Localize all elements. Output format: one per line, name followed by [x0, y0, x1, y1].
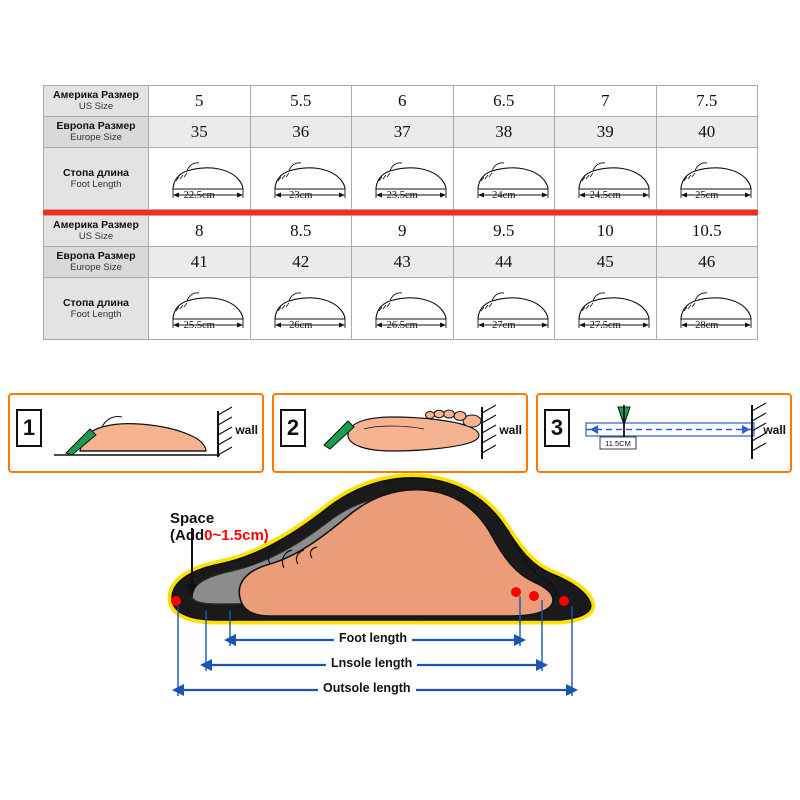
cell-eu: 44 [453, 247, 555, 278]
shoe-fit-diagram [120, 470, 680, 710]
row-label-eu [44, 247, 149, 278]
cell-foot-length [453, 278, 555, 340]
foot-length-value: 26cm [289, 320, 313, 331]
table-row [44, 278, 758, 340]
cell-us: 8 [149, 216, 251, 247]
row-label-eu [44, 117, 149, 148]
step-box-3 [536, 393, 792, 473]
foot-length-graphic [149, 148, 250, 209]
cell-eu: 41 [149, 247, 251, 278]
table-row [44, 247, 758, 278]
cell-us: 6.5 [453, 86, 555, 117]
wall-label: wall [763, 423, 786, 437]
size-table-block-2 [43, 215, 758, 340]
cell-us: 7 [555, 86, 657, 117]
space-label-text: Space [170, 510, 215, 527]
measure-steps [8, 393, 792, 473]
step-box-1 [8, 393, 264, 473]
foot-length-value: 23cm [289, 190, 313, 201]
shoe-foot-illustration [120, 470, 680, 710]
foot-length-value: 25cm [695, 190, 719, 201]
step-number: 3 [544, 409, 570, 447]
foot-length-graphic [454, 278, 555, 339]
row-label-foot-length [44, 278, 149, 340]
space-add-prefix: (Add [170, 527, 205, 545]
cell-us: 7.5 [656, 86, 758, 117]
row-label-ru: Америка Размер [53, 219, 139, 231]
row-label-en: Foot Length [70, 178, 122, 190]
foot-length-value: 23.5cm [386, 190, 418, 201]
table-row [44, 148, 758, 210]
step-number: 1 [16, 409, 42, 447]
row-label-ru: Америка Размер [53, 89, 139, 101]
cell-eu: 45 [555, 247, 657, 278]
row-label-en: Europe Size [70, 262, 122, 274]
row-label-ru: Стопа длина [62, 166, 130, 179]
step-1-illustration [10, 395, 255, 471]
cell-eu: 43 [352, 247, 454, 278]
foot-length-graphic [657, 278, 758, 339]
step-box-2 [272, 393, 528, 473]
foot-length-value: 28cm [695, 320, 719, 331]
foot-length-graphic [454, 148, 555, 209]
cell-eu: 38 [453, 117, 555, 148]
cell-eu: 40 [656, 117, 758, 148]
row-label-foot-length [44, 148, 149, 210]
table-row [44, 86, 758, 117]
cell-foot-length [250, 278, 352, 340]
foot-length-label: Foot length [334, 631, 412, 645]
size-table-block-1 [43, 85, 758, 210]
foot-length-graphic [555, 278, 656, 339]
cell-us: 8.5 [250, 216, 352, 247]
cell-us: 10 [555, 216, 657, 247]
foot-length-value: 24.5cm [589, 190, 621, 201]
ruler-value: 11.5CM [605, 439, 631, 448]
foot-length-graphic [352, 278, 453, 339]
cell-foot-length [656, 148, 758, 210]
foot-length-value: 26.5cm [386, 320, 418, 331]
step-3-illustration [538, 395, 783, 471]
cell-eu: 37 [352, 117, 454, 148]
row-label-us [44, 216, 149, 247]
cell-eu: 39 [555, 117, 657, 148]
cell-eu: 35 [149, 117, 251, 148]
foot-length-value: 22.5cm [183, 190, 215, 201]
cell-foot-length [250, 148, 352, 210]
foot-length-graphic [352, 148, 453, 209]
cell-foot-length [555, 148, 657, 210]
step-2-illustration [274, 395, 519, 471]
table-row [44, 216, 758, 247]
foot-length-graphic [251, 148, 352, 209]
cell-foot-length [149, 148, 251, 210]
cell-us: 9.5 [453, 216, 555, 247]
cell-foot-length [555, 278, 657, 340]
row-label-en: Foot Length [70, 308, 122, 320]
cell-us: 5.5 [250, 86, 352, 117]
foot-length-graphic [149, 278, 250, 339]
foot-length-graphic [555, 148, 656, 209]
foot-length-graphic [657, 148, 758, 209]
foot-length-value: 24cm [492, 190, 516, 201]
row-label-ru: Европа Размер [56, 250, 136, 262]
cell-foot-length [352, 148, 454, 210]
cell-eu: 36 [250, 117, 352, 148]
cell-eu: 46 [656, 247, 758, 278]
cell-foot-length [352, 278, 454, 340]
space-annotation [170, 510, 269, 545]
row-label-en: Europe Size [70, 132, 122, 144]
size-chart [43, 85, 758, 340]
wall-label: wall [499, 423, 522, 437]
cell-us: 10.5 [656, 216, 758, 247]
foot-length-value: 25.5cm [183, 320, 215, 331]
wall-label: wall [235, 423, 258, 437]
cell-foot-length [656, 278, 758, 340]
cell-us: 6 [352, 86, 454, 117]
row-label-ru: Европа Размер [56, 120, 136, 132]
row-label-en: US Size [78, 231, 114, 243]
row-label-ru: Стопа длина [62, 296, 130, 309]
row-label-en: US Size [78, 101, 114, 113]
cell-us: 5 [149, 86, 251, 117]
foot-length-graphic [251, 278, 352, 339]
cell-foot-length [149, 278, 251, 340]
cell-foot-length [453, 148, 555, 210]
step-number: 2 [280, 409, 306, 447]
cell-eu: 42 [250, 247, 352, 278]
outsole-length-label: Outsole length [318, 681, 416, 695]
foot-length-value: 27cm [492, 320, 516, 331]
cell-us: 9 [352, 216, 454, 247]
table-row [44, 117, 758, 148]
space-add-value: 0~1.5cm) [204, 527, 269, 545]
foot-length-value: 27.5cm [589, 320, 621, 331]
row-label-us [44, 86, 149, 117]
insole-length-label: Lnsole length [326, 656, 417, 670]
